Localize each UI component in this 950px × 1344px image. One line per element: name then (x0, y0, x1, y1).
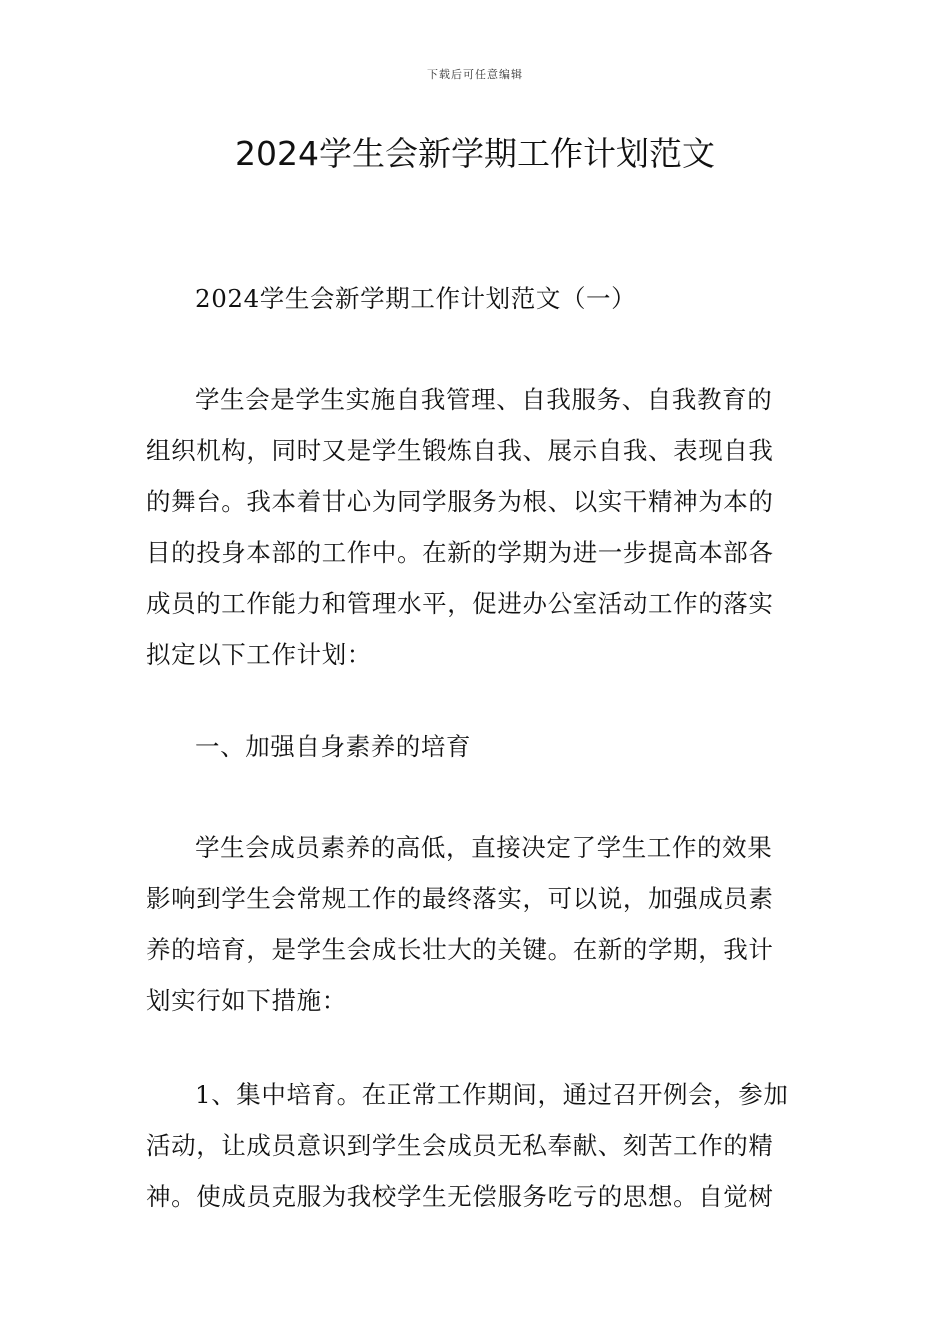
section-heading-text: 一、加强自身素养的培育 (195, 732, 472, 761)
document-subtitle (146, 273, 811, 324)
document-title: 2024学生会新学期工作计划范文 (235, 134, 715, 173)
intro-paragraph (146, 374, 811, 680)
paragraph-line: 成员的工作能力和管理水平，促进办公室活动工作的落实 (146, 589, 774, 618)
paragraph-line: 1、集中培育。在正常工作期间，通过召开例会，参加 (195, 1080, 789, 1109)
paragraph-line: 学生会成员素养的高低，直接决定了学生工作的效果 (195, 833, 773, 862)
body-paragraph (146, 822, 811, 1026)
paragraph-line: 的舞台。我本着甘心为同学服务为根、以实干精神为本的 (146, 487, 774, 516)
paragraph-line: 目的投身本部的工作中。在新的学期为进一步提高本部各 (146, 538, 774, 567)
list-item-paragraph (146, 1069, 811, 1222)
section-heading (146, 721, 811, 772)
paragraph-line: 组织机构，同时又是学生锻炼自我、展示自我、表现自我 (146, 436, 774, 465)
paragraph-line: 养的培育，是学生会成长壮大的关键。在新的学期，我计 (146, 935, 774, 964)
paragraph-line: 神。使成员克服为我校学生无偿服务吃亏的思想。自觉树 (146, 1182, 774, 1211)
paragraph-line: 活动，让成员意识到学生会成员无私奉献、刻苦工作的精 (146, 1131, 774, 1160)
paragraph-line: 影响到学生会常规工作的最终落实，可以说，加强成员素 (146, 884, 774, 913)
paragraph-line: 学生会是学生实施自我管理、自我服务、自我教育的 (195, 385, 773, 414)
paragraph-line: 拟定以下工作计划： (146, 640, 372, 669)
header-note: 下载后可任意编辑 (427, 68, 523, 81)
subtitle-line: 2024学生会新学期工作计划范文（一） (195, 284, 637, 313)
paragraph-line: 划实行如下措施： (146, 986, 347, 1015)
